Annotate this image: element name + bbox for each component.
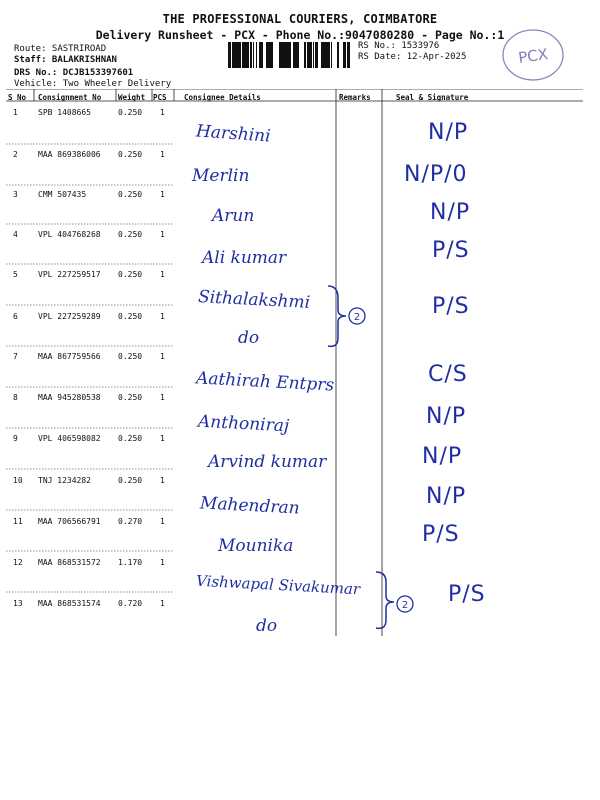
row-9-pcs: 1: [160, 434, 165, 443]
handwritten-signature-1: N/P: [428, 120, 469, 145]
row-11-weight: 0.270: [118, 517, 143, 526]
row-3-weight: 0.250: [118, 190, 143, 199]
column-header-consignee: Consignee Details: [184, 93, 261, 102]
rs-number-field: RS No.: 1533976: [358, 41, 440, 51]
row-6-pcs: 1: [160, 312, 165, 321]
row-8-consignment: MAA 945280538: [38, 393, 101, 402]
handwritten-name-7: Aathirah Entprs: [195, 368, 335, 396]
staff-field: Staff: BALAKRISHNAN: [14, 55, 117, 65]
handwritten-signature-7: N/P: [426, 404, 467, 429]
row-2-weight: 0.250: [118, 150, 143, 159]
handwritten-name-5: Sithalakshmi: [197, 287, 311, 313]
column-header-weight: Weight: [118, 93, 146, 102]
row-1-consignment: SPB 1408665: [38, 108, 91, 117]
pcx-stamp: [500, 26, 566, 84]
row-1-sno: 1: [13, 108, 18, 117]
row-3-consignment: CMM 507435: [38, 190, 87, 199]
row-2-pcs: 1: [160, 150, 165, 159]
row-7-weight: 0.250: [118, 352, 143, 361]
handwritten-signature-10: P/S: [422, 522, 460, 547]
handwritten-name-12: Vishwapal Sivakumar: [195, 571, 361, 599]
bracket-note-2: 2: [401, 600, 409, 611]
document-title: THE PROFESSIONAL COURIERS, COIMBATORE: [162, 12, 438, 26]
row-4-consignment: VPL 404768268: [38, 230, 101, 239]
row-10-pcs: 1: [160, 476, 165, 485]
column-header-remarks: Remarks: [339, 93, 371, 102]
row-12-weight: 1.170: [118, 558, 143, 567]
handwritten-name-1: Harshini: [195, 121, 272, 147]
handwritten-name-8: Anthoniraj: [197, 411, 290, 437]
handwritten-signature-9: N/P: [426, 484, 467, 509]
row-13-weight: 0.720: [118, 599, 143, 608]
drs-number-field: DRS No.: DCJB153397601: [14, 68, 134, 78]
row-7-sno: 7: [13, 352, 18, 361]
row-5-consignment: VPL 227259517: [38, 270, 101, 279]
barcode-image: [228, 42, 352, 68]
rs-date-field: RS Date: 12-Apr-2025: [358, 52, 467, 62]
column-header-sno: S No: [8, 93, 27, 102]
handwritten-name-13: do: [256, 616, 278, 636]
row-5-weight: 0.250: [118, 270, 143, 279]
row-11-sno: 11: [13, 517, 23, 526]
row-1-pcs: 1: [160, 108, 165, 117]
bracket-note-1: 2: [353, 312, 361, 323]
bracket-mark-rows-5-6: [326, 282, 370, 350]
row-6-consignment: VPL 227259289: [38, 312, 101, 321]
row-10-sno: 10: [13, 476, 23, 485]
row-6-sno: 6: [13, 312, 18, 321]
row-2-sno: 2: [13, 150, 18, 159]
row-1-weight: 0.250: [118, 108, 143, 117]
row-8-weight: 0.250: [118, 393, 143, 402]
row-12-sno: 12: [13, 558, 23, 567]
row-13-consignment: MAA 868531574: [38, 599, 101, 608]
row-3-sno: 3: [13, 190, 18, 199]
row-11-consignment: MAA 706566791: [38, 517, 101, 526]
handwritten-signature-6: C/S: [428, 362, 468, 387]
handwritten-name-9: Arvind kumar: [208, 452, 327, 472]
handwritten-name-4: Ali kumar: [202, 248, 287, 268]
row-3-pcs: 1: [160, 190, 165, 199]
handwritten-signature-5: P/S: [432, 294, 470, 319]
handwritten-name-3: Arun: [212, 206, 255, 226]
row-7-pcs: 1: [160, 352, 165, 361]
bracket-mark-rows-12-13: [374, 568, 418, 632]
row-9-sno: 9: [13, 434, 18, 443]
row-13-pcs: 1: [160, 599, 165, 608]
stamp-text: PCX: [517, 45, 550, 67]
handwritten-name-2: Merlin: [192, 166, 250, 186]
row-10-consignment: TNJ 1234282: [38, 476, 91, 485]
row-5-pcs: 1: [160, 270, 165, 279]
row-4-pcs: 1: [160, 230, 165, 239]
row-8-pcs: 1: [160, 393, 165, 402]
handwritten-signature-4: P/S: [432, 238, 470, 263]
column-header-consignment: Consignment No: [38, 93, 102, 102]
column-header-pcs: PCS: [153, 93, 167, 102]
row-7-consignment: MAA 867759566: [38, 352, 101, 361]
handwritten-signature-3: N/P: [430, 200, 471, 225]
row-6-weight: 0.250: [118, 312, 143, 321]
row-9-weight: 0.250: [118, 434, 143, 443]
runsheet-table: [6, 89, 583, 636]
handwritten-name-11: Mounika: [218, 536, 294, 556]
row-9-consignment: VPL 406598082: [38, 434, 101, 443]
handwritten-signature-2: N/P/0: [404, 162, 468, 187]
handwritten-name-10: Mahendran: [199, 493, 301, 519]
row-5-sno: 5: [13, 270, 18, 279]
row-11-pcs: 1: [160, 517, 165, 526]
document-subtitle: Delivery Runsheet - PCX - Phone No.:9047080280 - Page No.:1: [95, 28, 505, 42]
vehicle-field: Vehicle: Two Wheeler Delivery: [14, 79, 172, 89]
row-10-weight: 0.250: [118, 476, 143, 485]
row-12-pcs: 1: [160, 558, 165, 567]
row-12-consignment: MAA 868531572: [38, 558, 101, 567]
row-8-sno: 8: [13, 393, 18, 402]
handwritten-name-6: do: [238, 328, 260, 348]
row-4-sno: 4: [13, 230, 18, 239]
handwritten-signature-11: P/S: [448, 582, 486, 607]
row-13-sno: 13: [13, 599, 23, 608]
row-2-consignment: MAA 869386006: [38, 150, 101, 159]
row-4-weight: 0.250: [118, 230, 143, 239]
column-header-seal: Seal & Signature: [396, 93, 469, 102]
handwritten-signature-8: N/P: [422, 444, 463, 469]
route-field: Route: SASTRIROAD: [14, 44, 107, 54]
